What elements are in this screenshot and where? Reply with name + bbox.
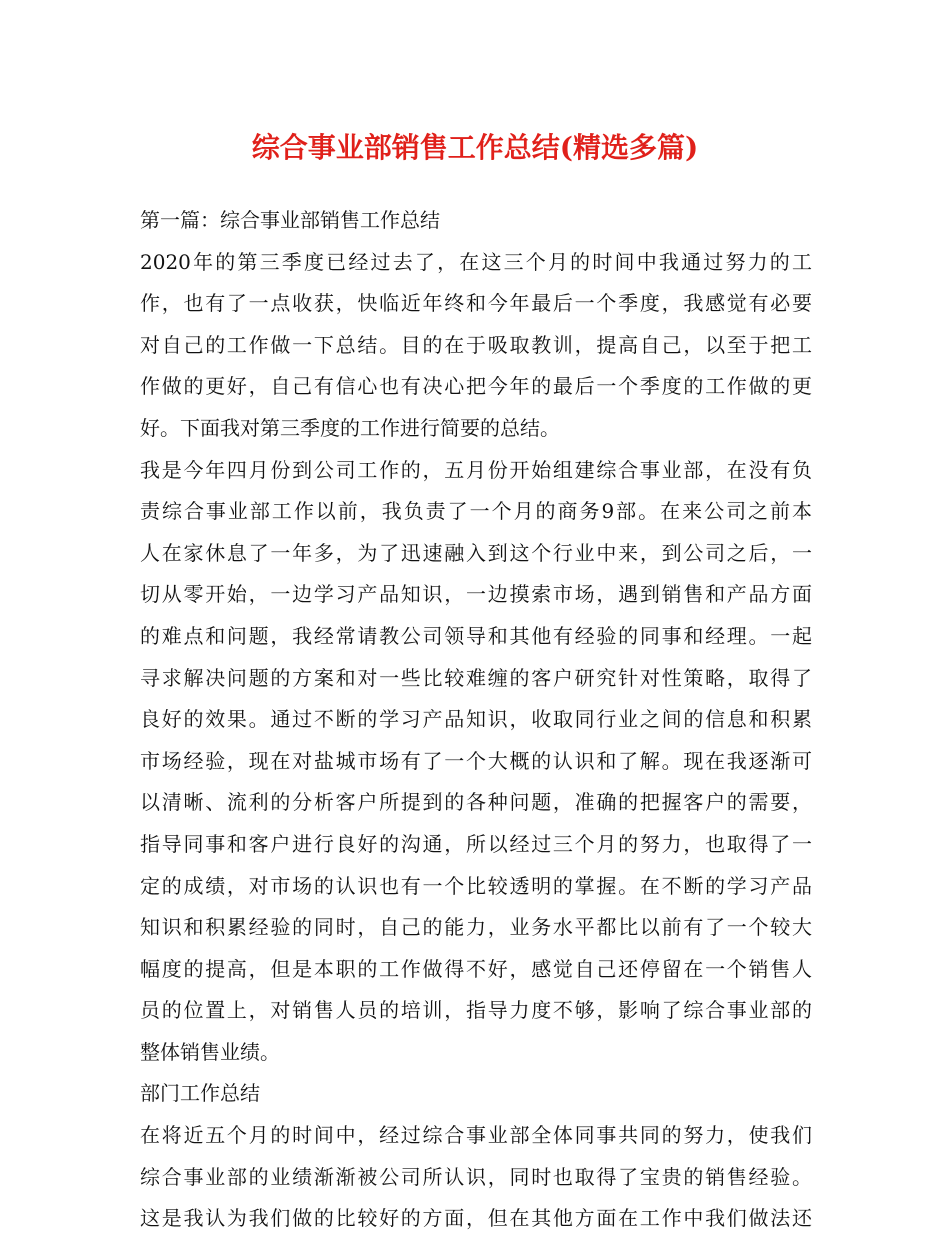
paragraph-line: 作做的更好，自己有信心也有决心把今年的最后一个季度的工作做的更	[140, 374, 812, 399]
paragraph-line: 好。下面我对第三季度的工作进行简要的总结。	[140, 415, 560, 440]
paragraph-line: 责综合事业部工作以前，我负责了一个月的商务9部。在来公司之前本	[140, 499, 812, 524]
paragraph-line: 知识和积累经验的同时，自己的能力，业务水平都比以前有了一个较大	[140, 915, 812, 940]
paragraph-line: 定的成绩，对市场的认识也有一个比较透明的掌握。在不断的学习产品	[140, 873, 812, 898]
paragraph-line: 人在家休息了一年多，为了迅速融入到这个行业中来，到公司之后，一	[140, 540, 812, 565]
paragraph-line: 切从零开始，一边学习产品知识，一边摸索市场，遇到销售和产品方面	[140, 582, 812, 607]
paragraph-line: 寻求解决问题的方案和对一些比较难缠的客户研究针对性策略，取得了	[140, 665, 812, 690]
paragraph-line: 的难点和问题，我经常请教公司领导和其他有经验的同事和经理。一起	[140, 623, 812, 648]
section-heading: 第一篇：综合事业部销售工作总结	[140, 208, 440, 232]
paragraph-line: 我是今年四月份到公司工作的，五月份开始组建综合事业部，在没有负	[140, 457, 812, 482]
paragraph-line: 良好的效果。通过不断的学习产品知识，收取同行业之间的信息和积累	[140, 707, 812, 732]
paragraph-line: 指导同事和客户进行良好的沟通，所以经过三个月的努力，也取得了一	[140, 831, 812, 856]
paragraph-line: 综合事业部的业绩渐渐被公司所认识，同时也取得了宝贵的销售经验。	[140, 1164, 812, 1189]
paragraph-line: 在将近五个月的时间中，经过综合事业部全体同事共同的努力，使我们	[140, 1123, 812, 1148]
paragraph-line: 2020年的第三季度已经过去了，在这三个月的时间中我通过努力的工	[140, 249, 812, 274]
paragraph-line: 员的位置上，对销售人员的培训，指导力度不够，影响了综合事业部的	[140, 998, 812, 1023]
document-body	[140, 200, 812, 1240]
document-title: 综合事业部销售工作总结(精选多篇)	[251, 131, 699, 164]
paragraph-line: 整体销售业绩。	[140, 1039, 280, 1064]
paragraph-line: 对自己的工作做一下总结。目的在于吸取教训，提高自己，以至于把工	[140, 332, 812, 357]
paragraph-line: 幅度的提高，但是本职的工作做得不好，感觉自己还停留在一个销售人	[140, 956, 812, 981]
paragraph-line: 作，也有了一点收获，快临近年终和今年最后一个季度，我感觉有必要	[140, 291, 812, 316]
section-heading: 部门工作总结	[140, 1081, 260, 1106]
paragraph-line: 这是我认为我们做的比较好的方面，但在其他方面在工作中我们做法还	[140, 1206, 812, 1231]
paragraph-line: 市场经验，现在对盐城市场有了一个大概的认识和了解。现在我逐渐可	[140, 748, 812, 773]
paragraph-line: 以清晰、流利的分析客户所提到的各种问题，准确的把握客户的需要，	[140, 790, 812, 815]
